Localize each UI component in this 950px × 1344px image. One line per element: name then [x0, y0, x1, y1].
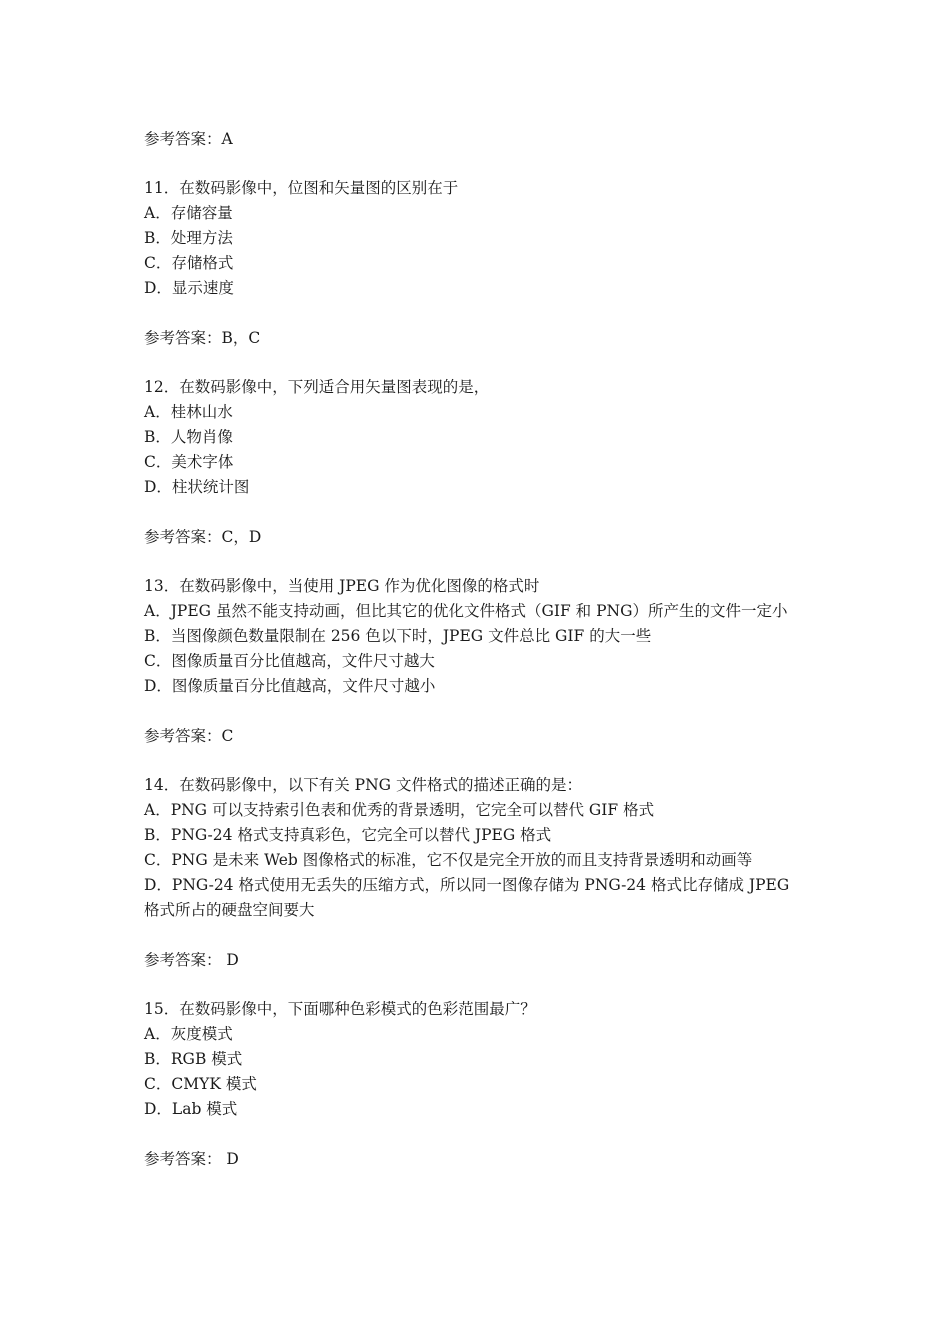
answer-15: 参考答案： D: [144, 1150, 239, 1168]
question-14-option-a: A．PNG 可以支持索引色表和优秀的背景透明，它完全可以替代 GIF 格式: [144, 801, 655, 819]
question-14-stem: 14．在数码影像中，以下有关 PNG 文件格式的描述正确的是：: [144, 776, 582, 794]
question-11-option-d: D．显示速度: [144, 279, 234, 297]
question-14-option-b: B．PNG-24 格式支持真彩色，它完全可以替代 JPEG 格式: [144, 826, 552, 844]
question-13-option-a: A．JPEG 虽然不能支持动画，但比其它的优化文件格式（GIF 和 PNG）所产生的文件一定小: [144, 602, 788, 620]
answer-14: 参考答案： D: [144, 951, 239, 969]
question-14-option-c: C．PNG 是未来 Web 图像格式的标准，它不仅是完全开放的而且支持背景透明和动画等: [144, 851, 753, 869]
question-15-option-a: A．灰度模式: [144, 1025, 233, 1043]
answer-11: 参考答案：B，C: [144, 329, 261, 347]
question-12-option-a: A．桂林山水: [144, 403, 233, 421]
question-11-option-b: B．处理方法: [144, 229, 233, 247]
question-15-option-d: D．Lab 模式: [144, 1100, 238, 1118]
question-12-option-b: B．人物肖像: [144, 428, 233, 446]
question-13-option-d: D．图像质量百分比值越高，文件尺寸越小: [144, 677, 436, 695]
question-15-option-c: C．CMYK 模式: [144, 1075, 257, 1093]
question-14-option-d: D．PNG-24 格式使用无丢失的压缩方式，所以同一图像存储为 PNG-24 格式比存储成 JPEG: [144, 876, 790, 894]
question-13-option-b: B．当图像颜色数量限制在 256 色以下时，JPEG 文件总比 GIF 的大一些: [144, 627, 652, 645]
question-12-stem: 12．在数码影像中，下列适合用矢量图表现的是，: [144, 378, 490, 396]
question-15-option-b: B．RGB 模式: [144, 1050, 243, 1068]
question-14-option-d-cont: 格式所占的硬盘空间要大: [144, 901, 315, 919]
question-15-stem: 15．在数码影像中，下面哪种色彩模式的色彩范围最广？: [144, 1000, 536, 1018]
question-11-stem: 11．在数码影像中，位图和矢量图的区别在于: [144, 179, 459, 197]
question-13-stem: 13．在数码影像中，当使用 JPEG 作为优化图像的格式时: [144, 577, 540, 595]
question-12-option-d: D．柱状统计图: [144, 478, 250, 496]
question-11-option-a: A．存储容量: [144, 204, 233, 222]
answer-13: 参考答案：C: [144, 727, 234, 745]
answer-prev: 参考答案：A: [144, 130, 233, 148]
question-13-option-c: C．图像质量百分比值越高，文件尺寸越大: [144, 652, 435, 670]
answer-12: 参考答案：C，D: [144, 528, 262, 546]
question-11-option-c: C．存储格式: [144, 254, 234, 272]
question-12-option-c: C．美术字体: [144, 453, 234, 471]
